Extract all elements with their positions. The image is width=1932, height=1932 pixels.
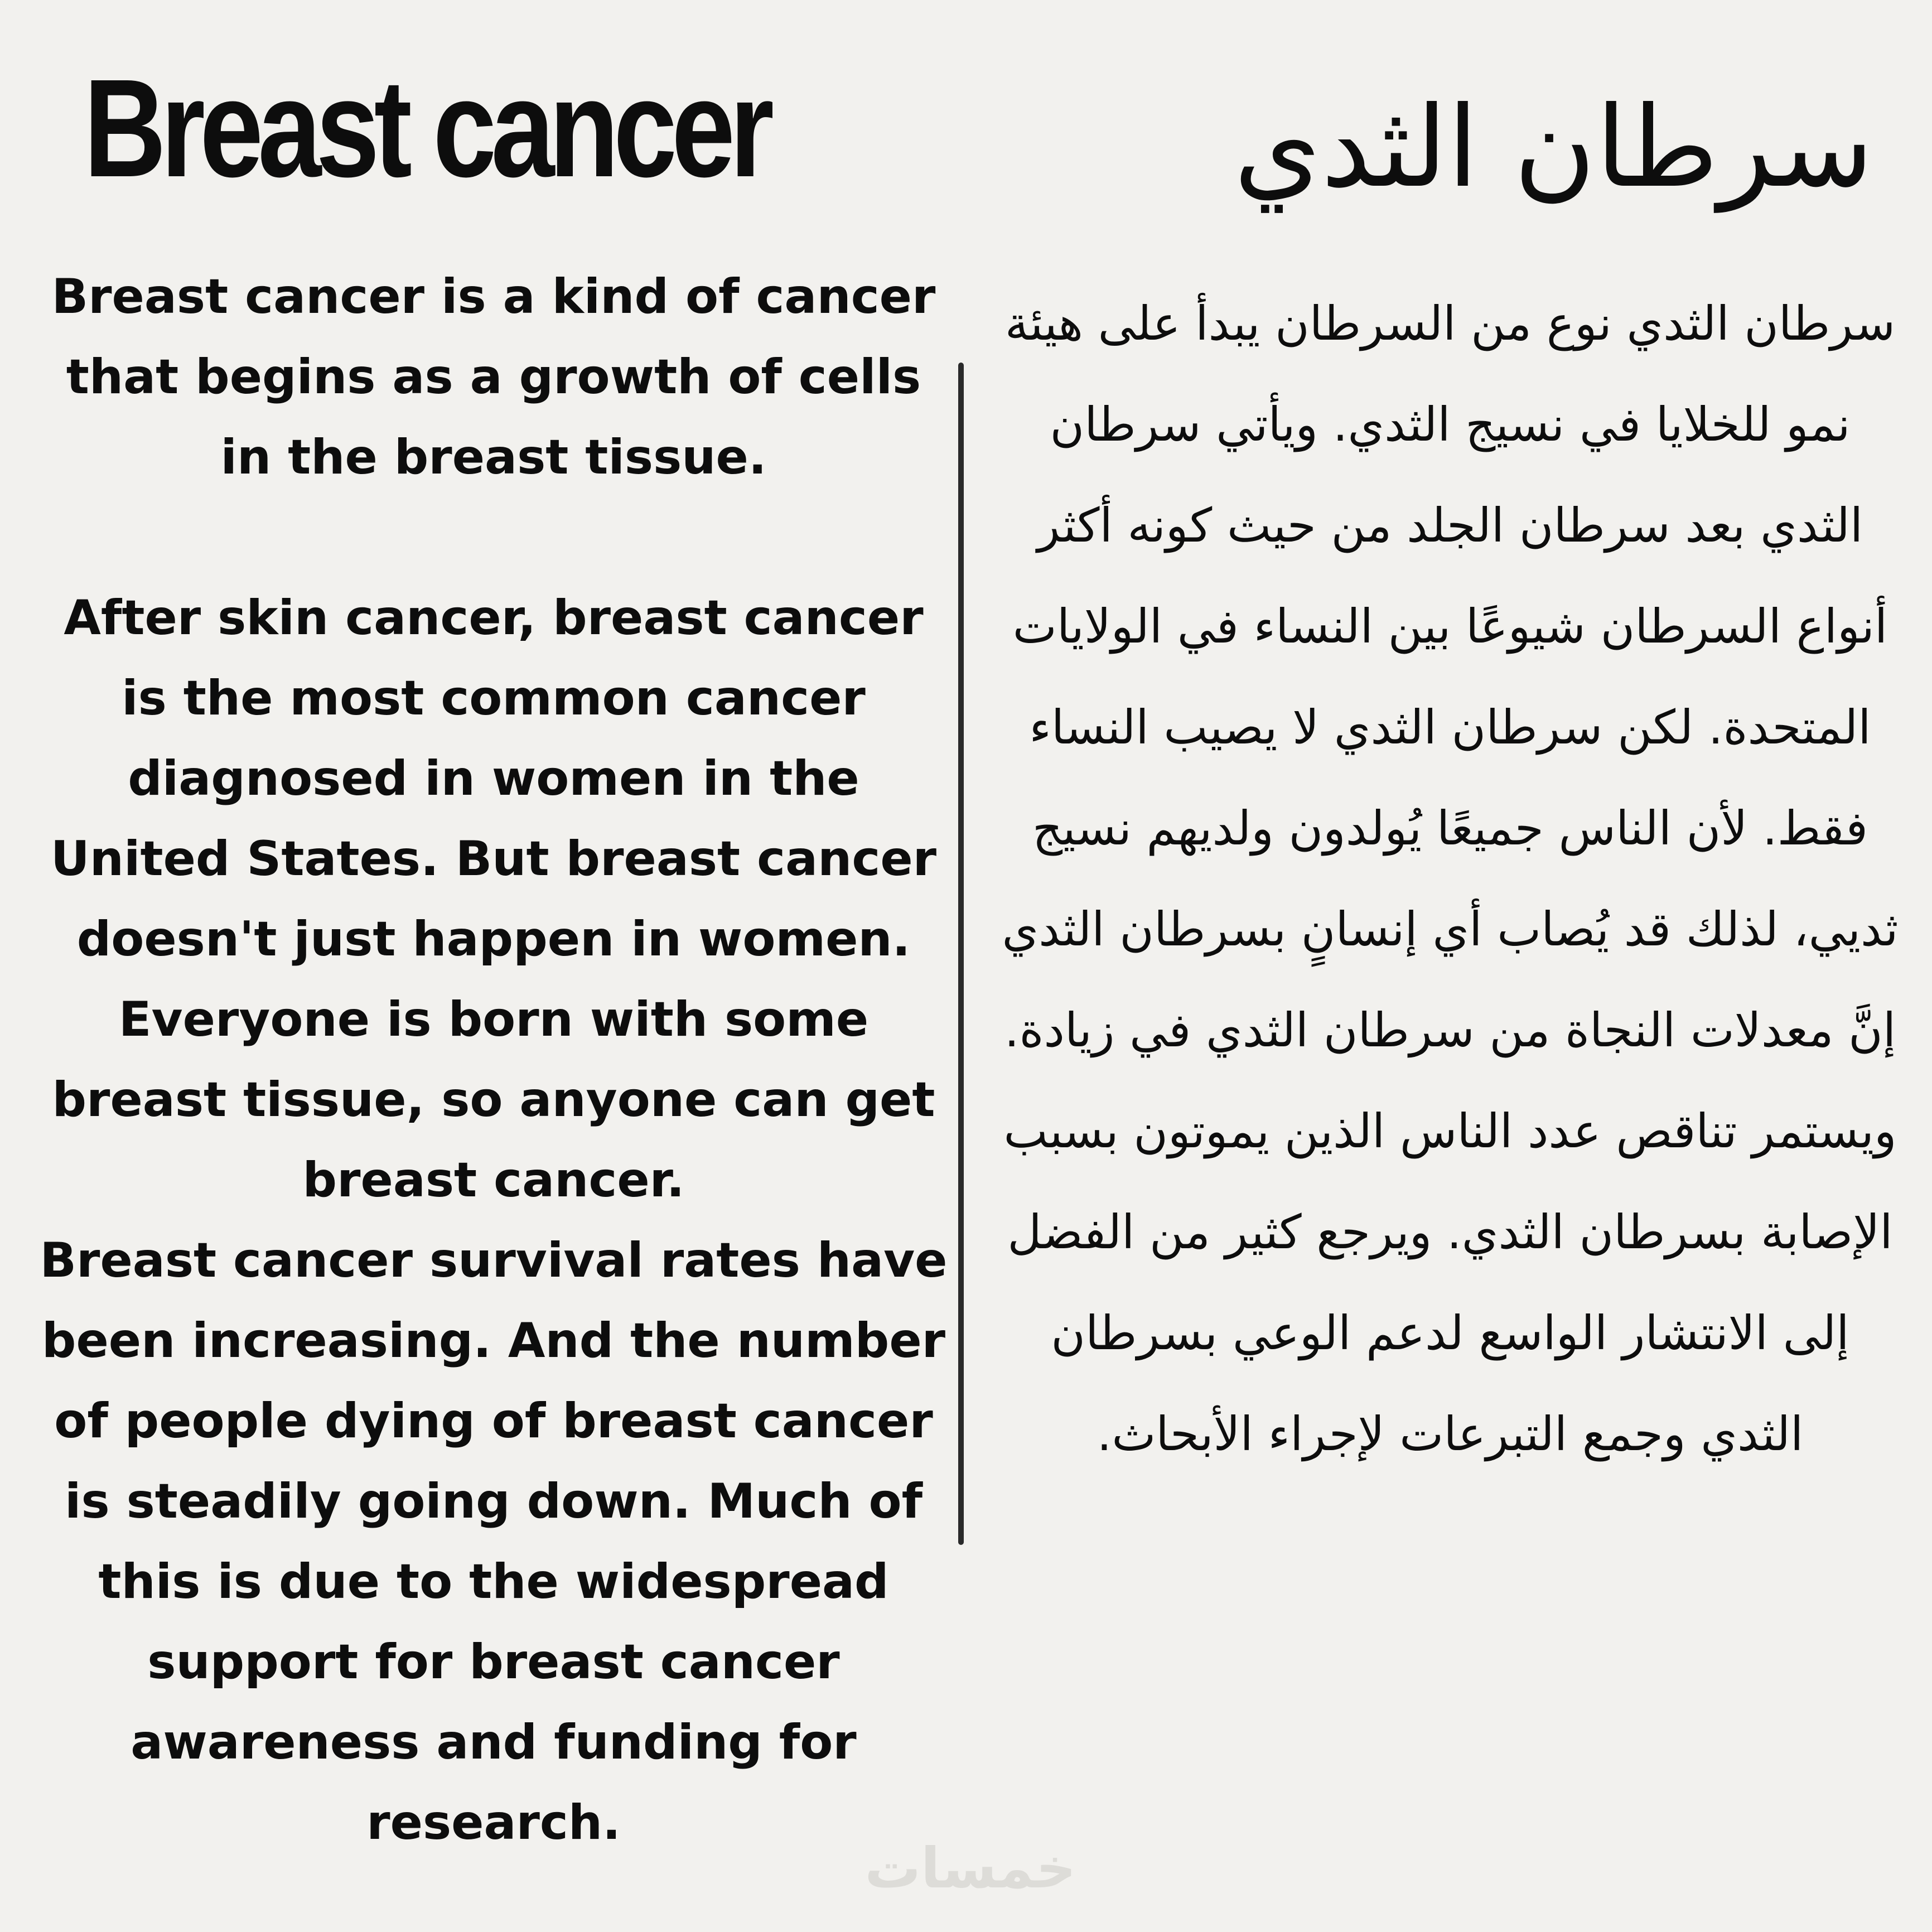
arabic-column [998,273,1902,1485]
english-paragraph-survival: Breast cancer survival rates have been increasing. And the number of people dying of breast cancer is steadily going down. Much of this is due to the widespread support for breast cancer awareness and funding for research. [40,1233,948,1851]
page-title-english: Breast cancer [84,50,769,206]
arabic-paragraph-survival: إنَّ معدلات النجاة من سرطان الثدي في زيادة. ويستمر تناقص عدد الناس الذين يموتون بسبب الإصابة بسرطان الثدي. ويرجع كثير من الفضل إلى الانتشار الواسع لدعم الوعي بسرطان الثدي وجمع التبرعات لإجراء الأبحاث. [1003,1003,1897,1461]
column-divider [958,363,964,1545]
arabic-paragraph-definition: سرطان الثدي نوع من السرطان يبدأ على هيئة نمو للخلايا في نسيج الثدي. ويأتي سرطان الثدي بعد سرطان الجلد من حيث كونه أكثر أنواع السرطان شيوعًا بين النساء في الولايات المتحدة. لكن سرطان الثدي لا يصيب النساء فقط. لأن الناس جميعًا يُولدون ولديهم نسيج ثديي، لذلك قد يُصاب أي إنسانٍ بسرطان الثدي [1002,296,1899,957]
english-paragraph-prevalence: After skin cancer, breast cancer is the most common cancer diagnosed in women in the United States. But breast cancer doesn't just happen in women. Everyone is born with some breast tissue, so anyone can get breast cancer. [50,590,937,1208]
english-paragraph-definition: Breast cancer is a kind of cancer that begins as a growth of cells in the breast tissue. [51,269,936,485]
paragraph-spacer [39,498,948,578]
page-title-arabic: سرطان الثدي [1234,83,1873,212]
english-column [39,257,948,1863]
watermark-logo: خمسات [864,1836,1076,1901]
